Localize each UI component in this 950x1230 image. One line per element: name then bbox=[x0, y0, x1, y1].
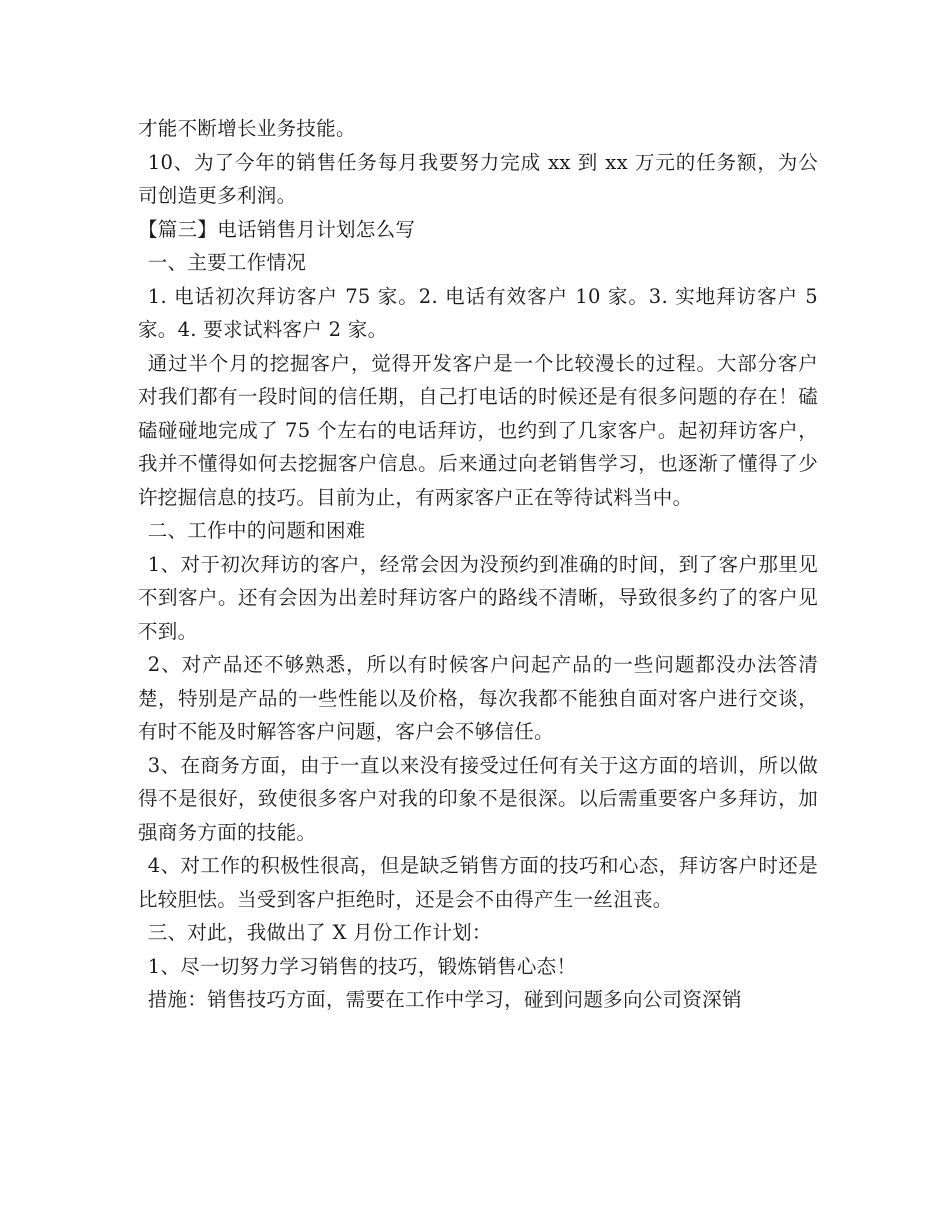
paragraph-experience: 通过半个月的挖掘客户，觉得开发客户是一个比较漫长的过程。大部分客户对我们都有一段时间的信任期，自己打电话的时候还是有很多问题的存在！磕磕碰碰地完成了 75 个左右的电话拜访，也约到了几家客户。起初拜访客户，我并不懂得如何去挖掘客户信息。后来通过向老销售学习，也逐渐了懂得了少许挖掘信息的技巧。目前为止，有两家客户正在等待试料当中。 bbox=[138, 351, 818, 509]
subheading-main-work: 一、主要工作情况 bbox=[147, 251, 307, 274]
paragraph-item-10: 10、为了今年的销售任务每月我要努力完成 xx 到 xx 万元的任务额，为公司创造更多利润。 bbox=[138, 150, 818, 207]
paragraph-plan-1: 1、尽一切努力学习销售的技巧，锻炼销售心态！ bbox=[147, 954, 577, 978]
paragraph-problem-1: 1、对于初次拜访的客户，经常会因为没预约到准确的时间，到了客户那里见不到客户。还有会因为出差时拜访客户的路线不清晰，导致很多约了的客户见不到。 bbox=[138, 552, 818, 643]
paragraph-measures: 措施：销售技巧方面，需要在工作中学习，碰到问题多向公司资深销 bbox=[147, 988, 742, 1011]
paragraph-problem-2: 2、对产品还不够熟悉，所以有时候客户问起产品的一些问题都没办法答清楚，特别是产品的一些性能以及价格，每次我都不能独自面对客户进行交谈，有时不能及时解答客户问题，客户会不够信任。 bbox=[138, 653, 818, 743]
section-heading-part-three: 【篇三】电话销售月计划怎么写 bbox=[138, 217, 416, 241]
paragraph-problem-3: 3、在商务方面，由于一直以来没有接受过任何有关于这方面的培训，所以做得不是很好，致使很多客户对我的印象不是很深。以后需重要客户多拜访，加强商务方面的技能。 bbox=[138, 753, 818, 844]
subheading-plan: 三、对此，我做出了 X 月份工作计划： bbox=[147, 921, 492, 944]
subheading-problems: 二、工作中的问题和困难 bbox=[147, 519, 366, 542]
paragraph-continuation: 才能不断增长业务技能。 bbox=[138, 117, 356, 140]
paragraph-work-stats: 1. 电话初次拜访客户 75 家。2. 电话有效客户 10 家。3. 实地拜访客户 5 家。4. 要求试料客户 2 家。 bbox=[138, 284, 818, 341]
document-body bbox=[138, 112, 818, 1017]
paragraph-problem-4: 4、对工作的积极性很高，但是缺乏销售方面的技巧和心态，拜访客户时还是比较胆怯。当受到客户拒绝时，还是会不由得产生一丝沮丧。 bbox=[138, 854, 818, 911]
